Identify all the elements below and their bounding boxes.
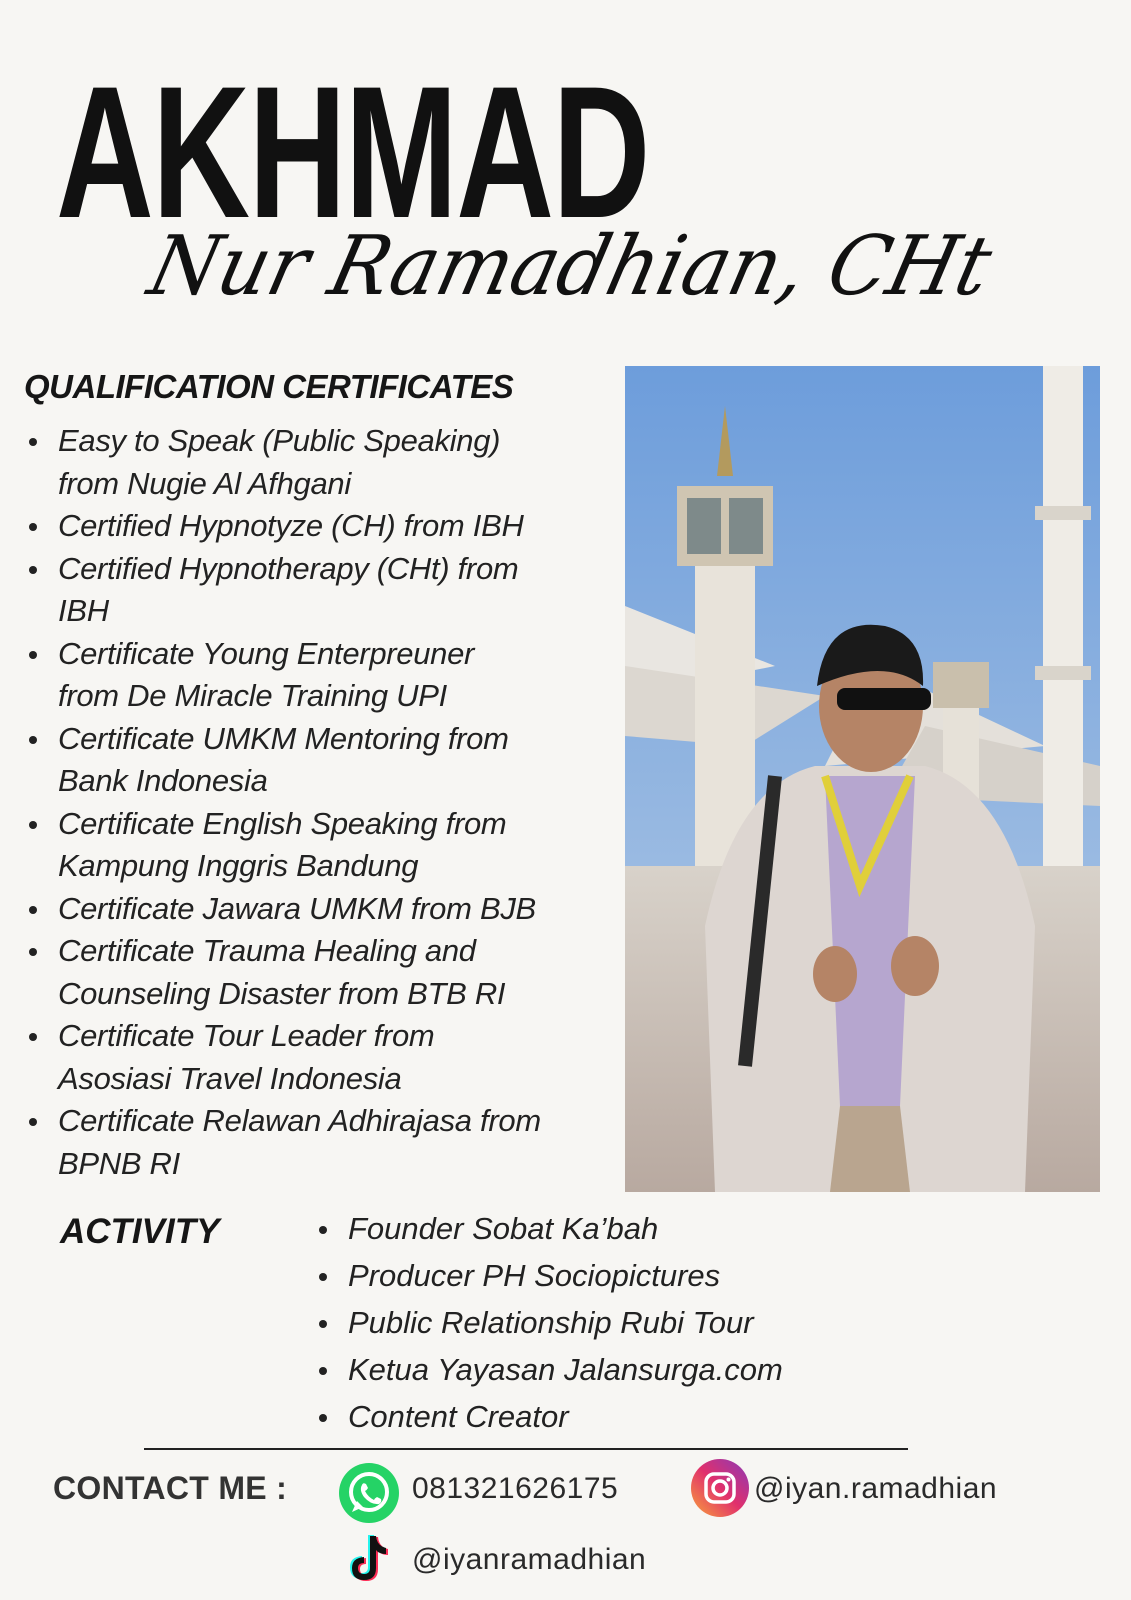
activity-title: ACTIVITY [60,1212,220,1251]
whatsapp-number[interactable]: 081321626175 [412,1472,619,1505]
qualification-item: Certificate UMKM Mentoring from Bank Indonesia [24,718,604,803]
activity-item: Content Creator [314,1393,914,1440]
qualifications-list [24,420,604,1185]
qualification-item: Certificate Young Enterpreuner from De Miracle Training UPI [24,633,604,718]
qualification-item: Certificate Tour Leader from Asosiasi Travel Indonesia [24,1015,604,1100]
qualification-item: Certified Hypnotherapy (CHt) from IBH [24,548,604,633]
portrait-photo [625,366,1100,1192]
qualification-item: Certificate Trauma Healing and Counseling Disaster from BTB RI [24,930,604,1015]
activity-item: Producer PH Sociopictures [314,1252,914,1299]
last-name: Nur Ramadhian, CHt [140,219,1001,314]
instagram-handle[interactable]: @iyan.ramadhian [754,1472,998,1505]
whatsapp-icon[interactable] [338,1462,400,1529]
first-name: AKHMAD [56,47,649,257]
qualification-item: Certified Hypnotyze (CH) from IBH [24,505,604,548]
qualification-item: Easy to Speak (Public Speaking) from Nugie Al Afhgani [24,420,604,505]
activity-list [314,1205,914,1440]
activity-item: Founder Sobat Ka’bah [314,1205,914,1252]
contact-label: CONTACT ME : [53,1470,288,1506]
instagram-icon[interactable] [690,1458,750,1523]
portrait-illustration [625,366,1100,1192]
tiktok-icon[interactable] [344,1530,394,1591]
activity-item: Ketua Yayasan Jalansurga.com [314,1346,914,1393]
qualification-item: Certificate English Speaking from Kampung Inggris Bandung [24,803,604,888]
divider [144,1448,908,1450]
qualification-item: Certificate Relawan Adhirajasa from BPNB RI [24,1100,604,1185]
qualifications-title: QUALIFICATION CERTIFICATES [24,368,514,405]
tiktok-handle[interactable]: @iyanramadhian [412,1543,647,1576]
qualification-item: Certificate Jawara UMKM from BJB [24,888,604,931]
activity-item: Public Relationship Rubi Tour [314,1299,914,1346]
